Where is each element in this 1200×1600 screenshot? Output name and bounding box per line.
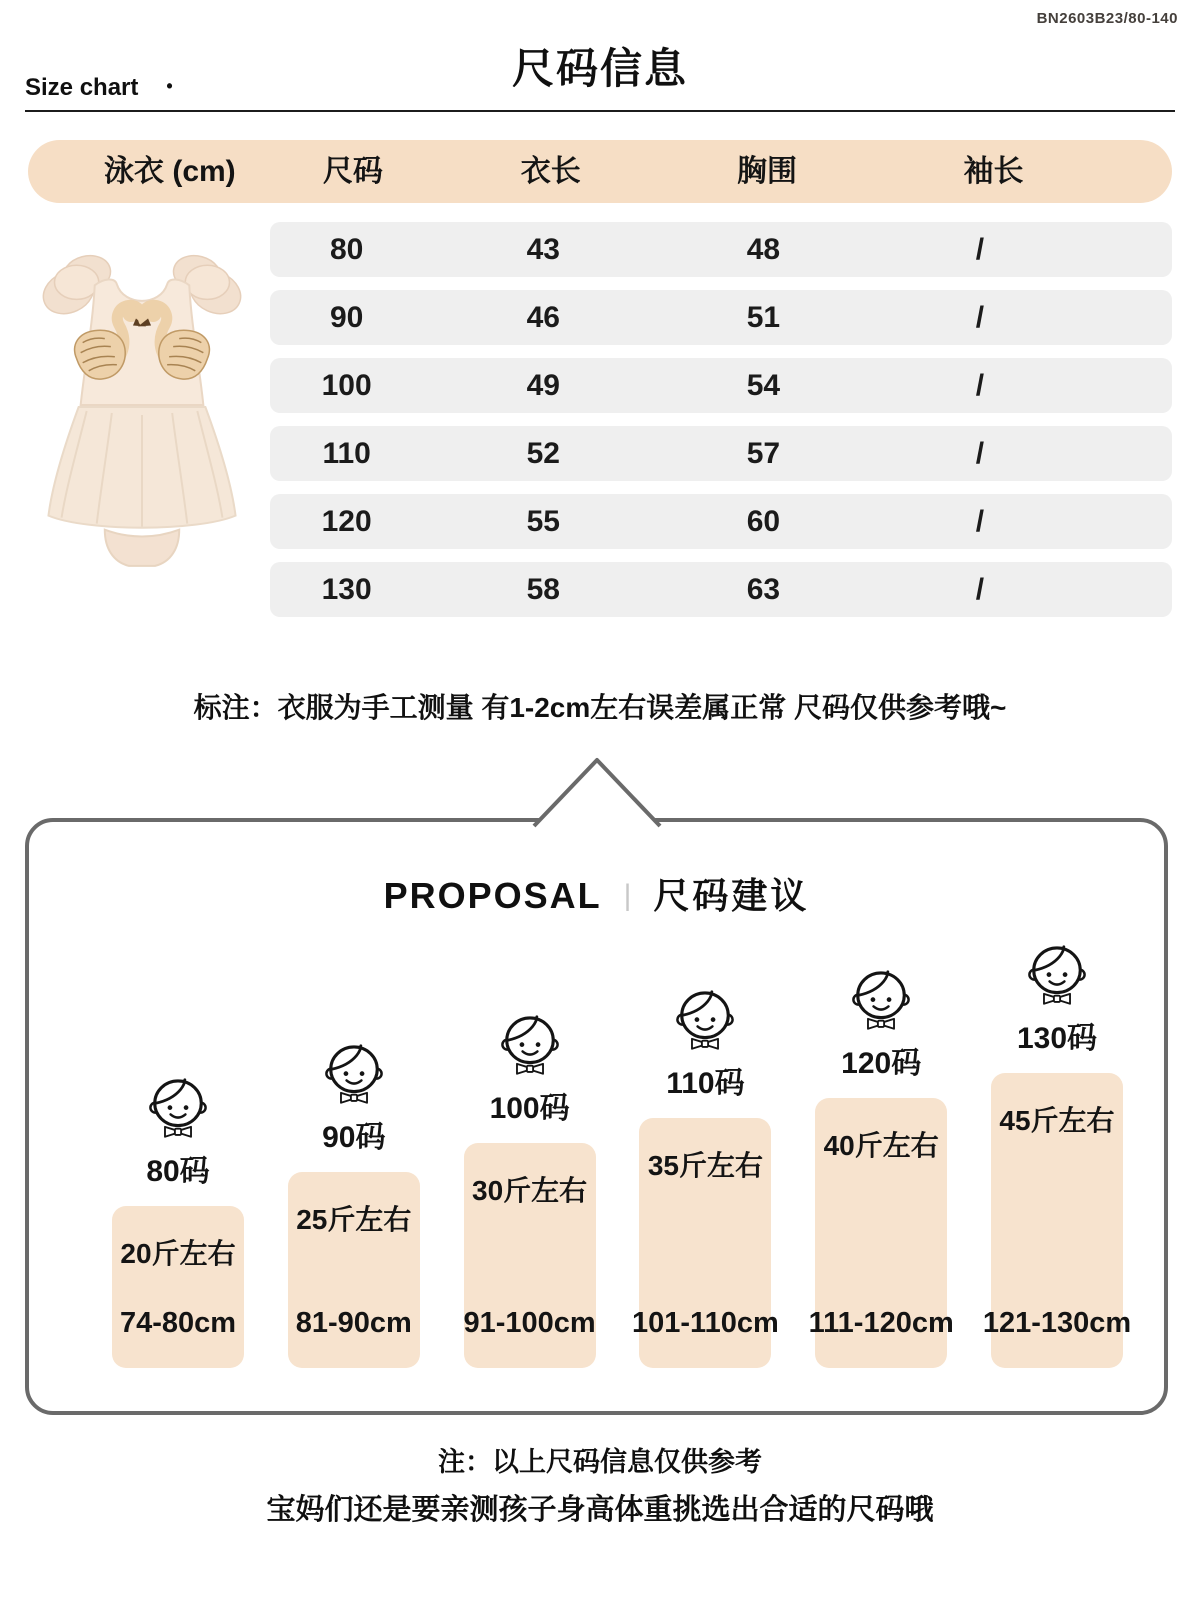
- child-face-icon: [674, 984, 736, 1054]
- table-row-120: [270, 494, 1172, 549]
- weight-label: 40斤左右: [823, 1130, 939, 1161]
- size-recommendation-110: [626, 984, 784, 1368]
- size-recommendation-120: [802, 964, 960, 1368]
- column-header-sleeve: 袖长: [963, 155, 1024, 188]
- child-face-icon: [1026, 939, 1088, 1009]
- size-recommendation-80: [99, 1072, 257, 1368]
- cell-sleeve: /: [975, 233, 985, 266]
- footer-note-1: 注：以上尺码信息仅供参考: [438, 1447, 762, 1477]
- cell-chest: 60: [746, 505, 781, 538]
- size-bar: [982, 1073, 1132, 1368]
- column-header-garment: 泳衣 (cm): [104, 155, 236, 188]
- size-table-body: [270, 222, 1172, 630]
- product-image: [16, 230, 268, 582]
- cell-size: 100: [321, 369, 372, 402]
- cell-sleeve: /: [975, 573, 985, 606]
- cell-chest: 51: [746, 301, 781, 334]
- size-label: 80码: [146, 1155, 210, 1188]
- bullet-dot: •: [166, 76, 173, 96]
- size-bar: [808, 1098, 954, 1368]
- cell-size: 120: [321, 505, 372, 538]
- size-recommendation-90: [275, 1038, 433, 1368]
- cell-length: 49: [526, 369, 560, 402]
- cell-size: 80: [329, 233, 364, 266]
- cell-sleeve: /: [975, 437, 985, 470]
- size-recommendation-columns: [99, 939, 1136, 1368]
- cell-sleeve: /: [975, 301, 985, 334]
- cell-chest: 57: [746, 437, 781, 470]
- height-range-label: 121-130cm: [982, 1307, 1132, 1339]
- page-title: 尺码信息: [511, 45, 688, 92]
- column-header-length: 衣长: [520, 155, 581, 188]
- size-recommendation-100: [451, 1009, 609, 1368]
- weight-label: 25斤左右: [296, 1204, 412, 1235]
- table-row-110: [270, 426, 1172, 481]
- pointer-notch: [532, 756, 662, 838]
- cell-size: 130: [321, 573, 372, 606]
- cell-length: 46: [526, 301, 560, 334]
- column-header-chest: 胸围: [737, 155, 798, 188]
- size-bar: [464, 1143, 596, 1368]
- cell-chest: 63: [746, 573, 781, 606]
- size-label: 130码: [1016, 1022, 1098, 1055]
- cell-length: 55: [526, 505, 560, 538]
- size-label: 110码: [666, 1067, 745, 1100]
- cell-length: 43: [526, 233, 560, 266]
- size-label: 100码: [489, 1092, 570, 1125]
- measurement-note: 标注：衣服为手工测量 有1-2cm左右误差属正常 尺码仅供参考哦~: [193, 692, 1007, 723]
- cell-chest: 48: [746, 233, 781, 266]
- height-range-label: 101-110cm: [632, 1307, 779, 1339]
- style-code: BN2603B23/80-140: [1036, 10, 1178, 27]
- cell-length: 52: [526, 437, 560, 470]
- proposal-title-en: PROPOSAL: [383, 875, 602, 916]
- swan-swimsuit-illustration: [16, 230, 268, 582]
- cell-size: 110: [322, 437, 371, 470]
- size-chart-text: Size chart: [25, 74, 139, 101]
- size-bar: [288, 1172, 420, 1368]
- cell-sleeve: /: [975, 369, 985, 402]
- child-face-icon: [323, 1038, 385, 1108]
- size-bar: [632, 1118, 779, 1368]
- cell-size: 90: [329, 301, 364, 334]
- table-row-100: [270, 358, 1172, 413]
- size-recommendation-130: [978, 939, 1136, 1368]
- height-range-label: 74-80cm: [119, 1307, 237, 1339]
- proposal-title: [29, 868, 1164, 919]
- size-label: 90码: [322, 1121, 386, 1154]
- height-range-label: 111-120cm: [808, 1307, 954, 1339]
- proposal-title-cn: 尺码建议: [653, 875, 810, 916]
- weight-label: 30斤左右: [472, 1175, 588, 1206]
- height-range-label: 81-90cm: [295, 1307, 412, 1339]
- child-face-icon: [499, 1009, 561, 1079]
- weight-label: 45斤左右: [999, 1105, 1115, 1136]
- weight-label: 35斤左右: [647, 1150, 763, 1181]
- proposal-title-divider: |: [623, 879, 632, 912]
- proposal-box: [25, 818, 1168, 1415]
- footer-note-2: 宝妈们还是要亲测孩子身高体重挑选出合适的尺码哦: [266, 1494, 934, 1526]
- table-row-130: [270, 562, 1172, 617]
- divider-line: [25, 110, 1175, 112]
- column-header-size: 尺码: [322, 155, 383, 188]
- weight-label: 20斤左右: [120, 1238, 236, 1269]
- size-bar: [112, 1206, 244, 1368]
- child-face-icon: [850, 964, 912, 1034]
- table-row-90: [270, 290, 1172, 345]
- child-face-icon: [147, 1072, 209, 1142]
- cell-sleeve: /: [975, 505, 985, 538]
- size-label: 120码: [841, 1047, 922, 1080]
- cell-length: 58: [526, 573, 560, 606]
- height-range-label: 91-100cm: [463, 1307, 596, 1339]
- size-table-header: [28, 140, 1172, 203]
- table-row-80: [270, 222, 1172, 277]
- size-chart-label: [25, 74, 173, 102]
- cell-chest: 54: [746, 369, 781, 402]
